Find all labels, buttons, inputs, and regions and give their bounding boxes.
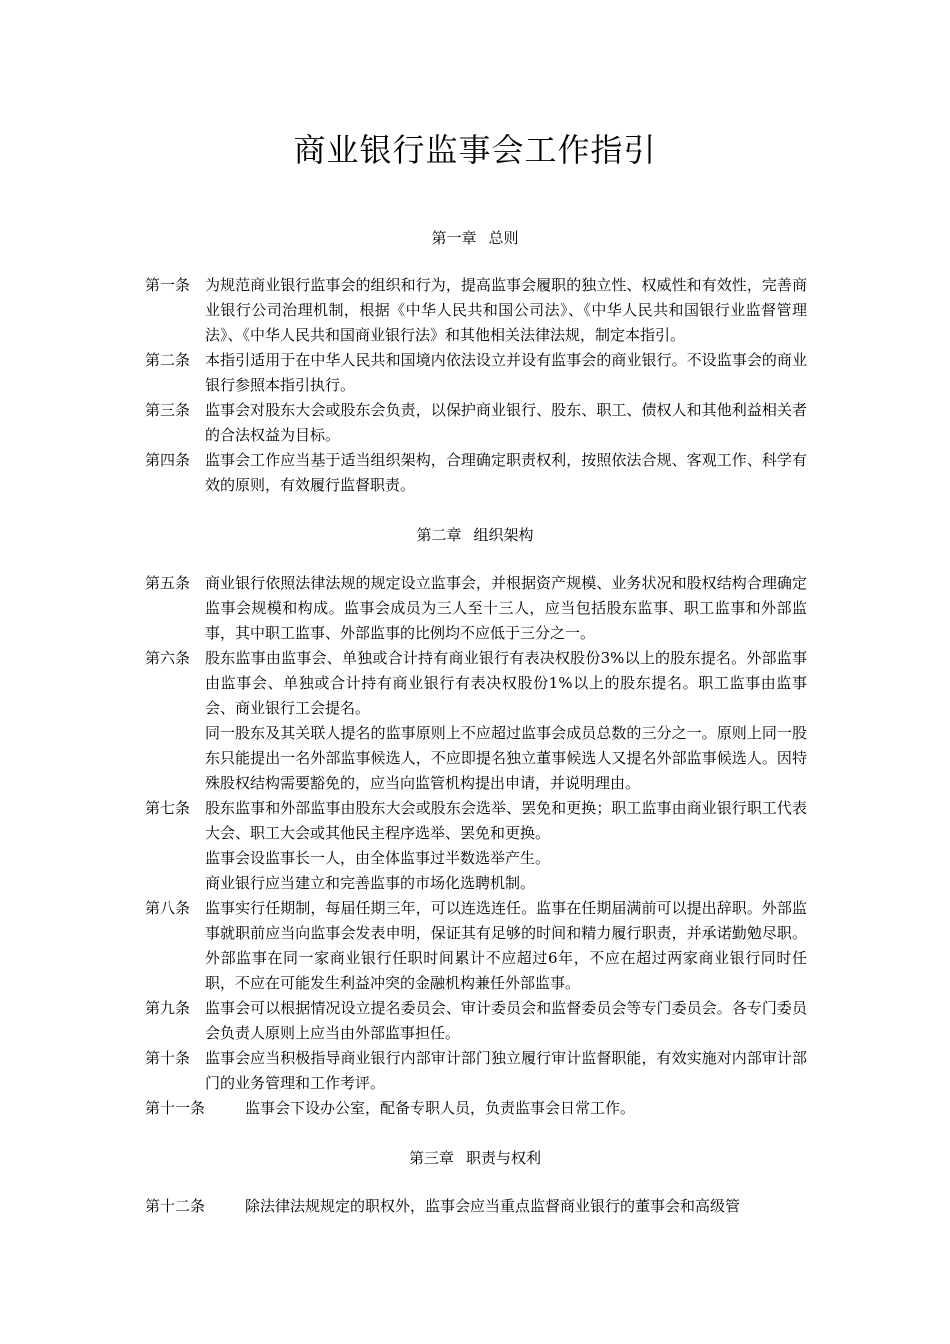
document-title: 商业银行监事会工作指引 [293, 131, 657, 169]
article [145, 398, 807, 448]
article [145, 646, 807, 796]
article-text: 监事会对股东大会或股东会负责，以保护商业银行、股东、职工、债权人和其他利益相关者的合法权益为目标。 [205, 401, 807, 444]
article-number: 第九条 [145, 999, 191, 1017]
chapter-heading [0, 1147, 950, 1169]
chapter-name: 总则 [488, 229, 519, 247]
article-number: 第八条 [145, 899, 191, 917]
article [145, 996, 807, 1046]
chapter-number: 第一章 [431, 229, 477, 247]
article-number: 第五条 [145, 574, 191, 592]
chapter-name: 职责与权利 [466, 1149, 542, 1167]
article [145, 796, 807, 896]
article-text: 股东监事由监事会、单独或合计持有商业银行有表决权股份3%以上的股东提名。外部监事由监事会、单独或合计持有商业银行有表决权股份1%以上的股东提名。职工监事由监事会、商业银行工会提名。 [205, 649, 807, 717]
article-number: 第四条 [145, 451, 191, 469]
article-text: 同一股东及其关联人提名的监事原则上不应超过监事会成员总数的三分之一。原则上同一股东只能提出一名外部监事候选人，不应即提名独立董事候选人又提名外部监事候选人。因特殊股权结构需要豁免的，应当向监管机构提出申请，并说明理由。 [205, 724, 807, 792]
chapter-heading [0, 227, 950, 249]
article-text: 商业银行依照法律法规的规定设立监事会，并根据资产规模、业务状况和股权结构合理确定监事会规模和构成。监事会成员为三人至十三人，应当包括股东监事、职工监事和外部监事，其中职工监事、外部监事的比例均不应低于三分之一。 [205, 574, 807, 642]
article [145, 1096, 807, 1121]
article-number: 第六条 [145, 649, 191, 667]
article-text: 监事会应当积极指导商业银行内部审计部门独立履行审计监督职能，有效实施对内部审计部门的业务管理和工作考评。 [205, 1049, 807, 1092]
article [145, 1046, 807, 1096]
article-text: 监事会下设办公室，配备专职人员，负责监事会日常工作。 [245, 1099, 636, 1117]
article-text: 商业银行应当建立和完善监事的市场化选聘机制。 [205, 874, 536, 892]
article-number: 第一条 [145, 276, 191, 294]
article-text: 股东监事和外部监事由股东大会或股东会选举、罢免和更换；职工监事由商业银行职工代表大会、职工大会或其他民主程序选举、罢免和更换。 [205, 799, 807, 842]
article [145, 448, 807, 498]
article-text: 监事会设监事长一人，由全体监事过半数选举产生。 [205, 849, 551, 867]
article [145, 273, 807, 348]
article-number: 第二条 [145, 351, 191, 369]
chapter-number: 第三章 [408, 1149, 454, 1167]
article [145, 348, 807, 398]
article-text: 本指引适用于在中华人民共和国境内依法设立并设有监事会的商业银行。不设监事会的商业银行参照本指引执行。 [205, 351, 807, 394]
article-text: 监事会工作应当基于适当组织架构，合理确定职责权利，按照依法合规、客观工作、科学有效的原则，有效履行监督职责。 [205, 451, 807, 494]
chapter-number: 第二章 [416, 526, 462, 544]
article-number: 第十条 [145, 1049, 191, 1067]
article-text: 为规范商业银行监事会的组织和行为，提高监事会履职的独立性、权威性和有效性，完善商业银行公司治理机制，根据《中华人民共和国公司法》、《中华人民共和国银行业监督管理法》、《中华人民共和国商业银行法》和其他相关法律法规，制定本指引。 [205, 276, 807, 344]
chapter-heading [0, 524, 950, 546]
article-number: 第十二条 [145, 1197, 206, 1215]
article [145, 896, 807, 996]
article-text: 监事会可以根据情况设立提名委员会、审计委员会和监督委员会等专门委员会。各专门委员会负责人原则上应当由外部监事担任。 [205, 999, 807, 1042]
article-number: 第七条 [145, 799, 191, 817]
article-number: 第三条 [145, 401, 191, 419]
article-text: 除法律法规规定的职权外，监事会应当重点监督商业银行的董事会和高级管 [245, 1197, 741, 1215]
chapter-body [145, 1194, 807, 1219]
article [145, 1194, 807, 1219]
chapter-body [145, 571, 807, 1121]
article-text: 监事实行任期制，每届任期三年，可以连选连任。监事在任期届满前可以提出辞职。外部监事就职前应当向监事会发表申明，保证其有足够的时间和精力履行职责，并承诺勤勉尽职。外部监事在同一家商业银行任职时间累计不应超过6年，不应在超过两家商业银行同时任职，不应在可能发生利益冲突的金融机构兼任外部监事。 [205, 899, 807, 992]
chapter-body [145, 273, 807, 498]
article-number: 第十一条 [145, 1099, 206, 1117]
article [145, 571, 807, 646]
chapter-name: 组织架构 [473, 526, 534, 544]
